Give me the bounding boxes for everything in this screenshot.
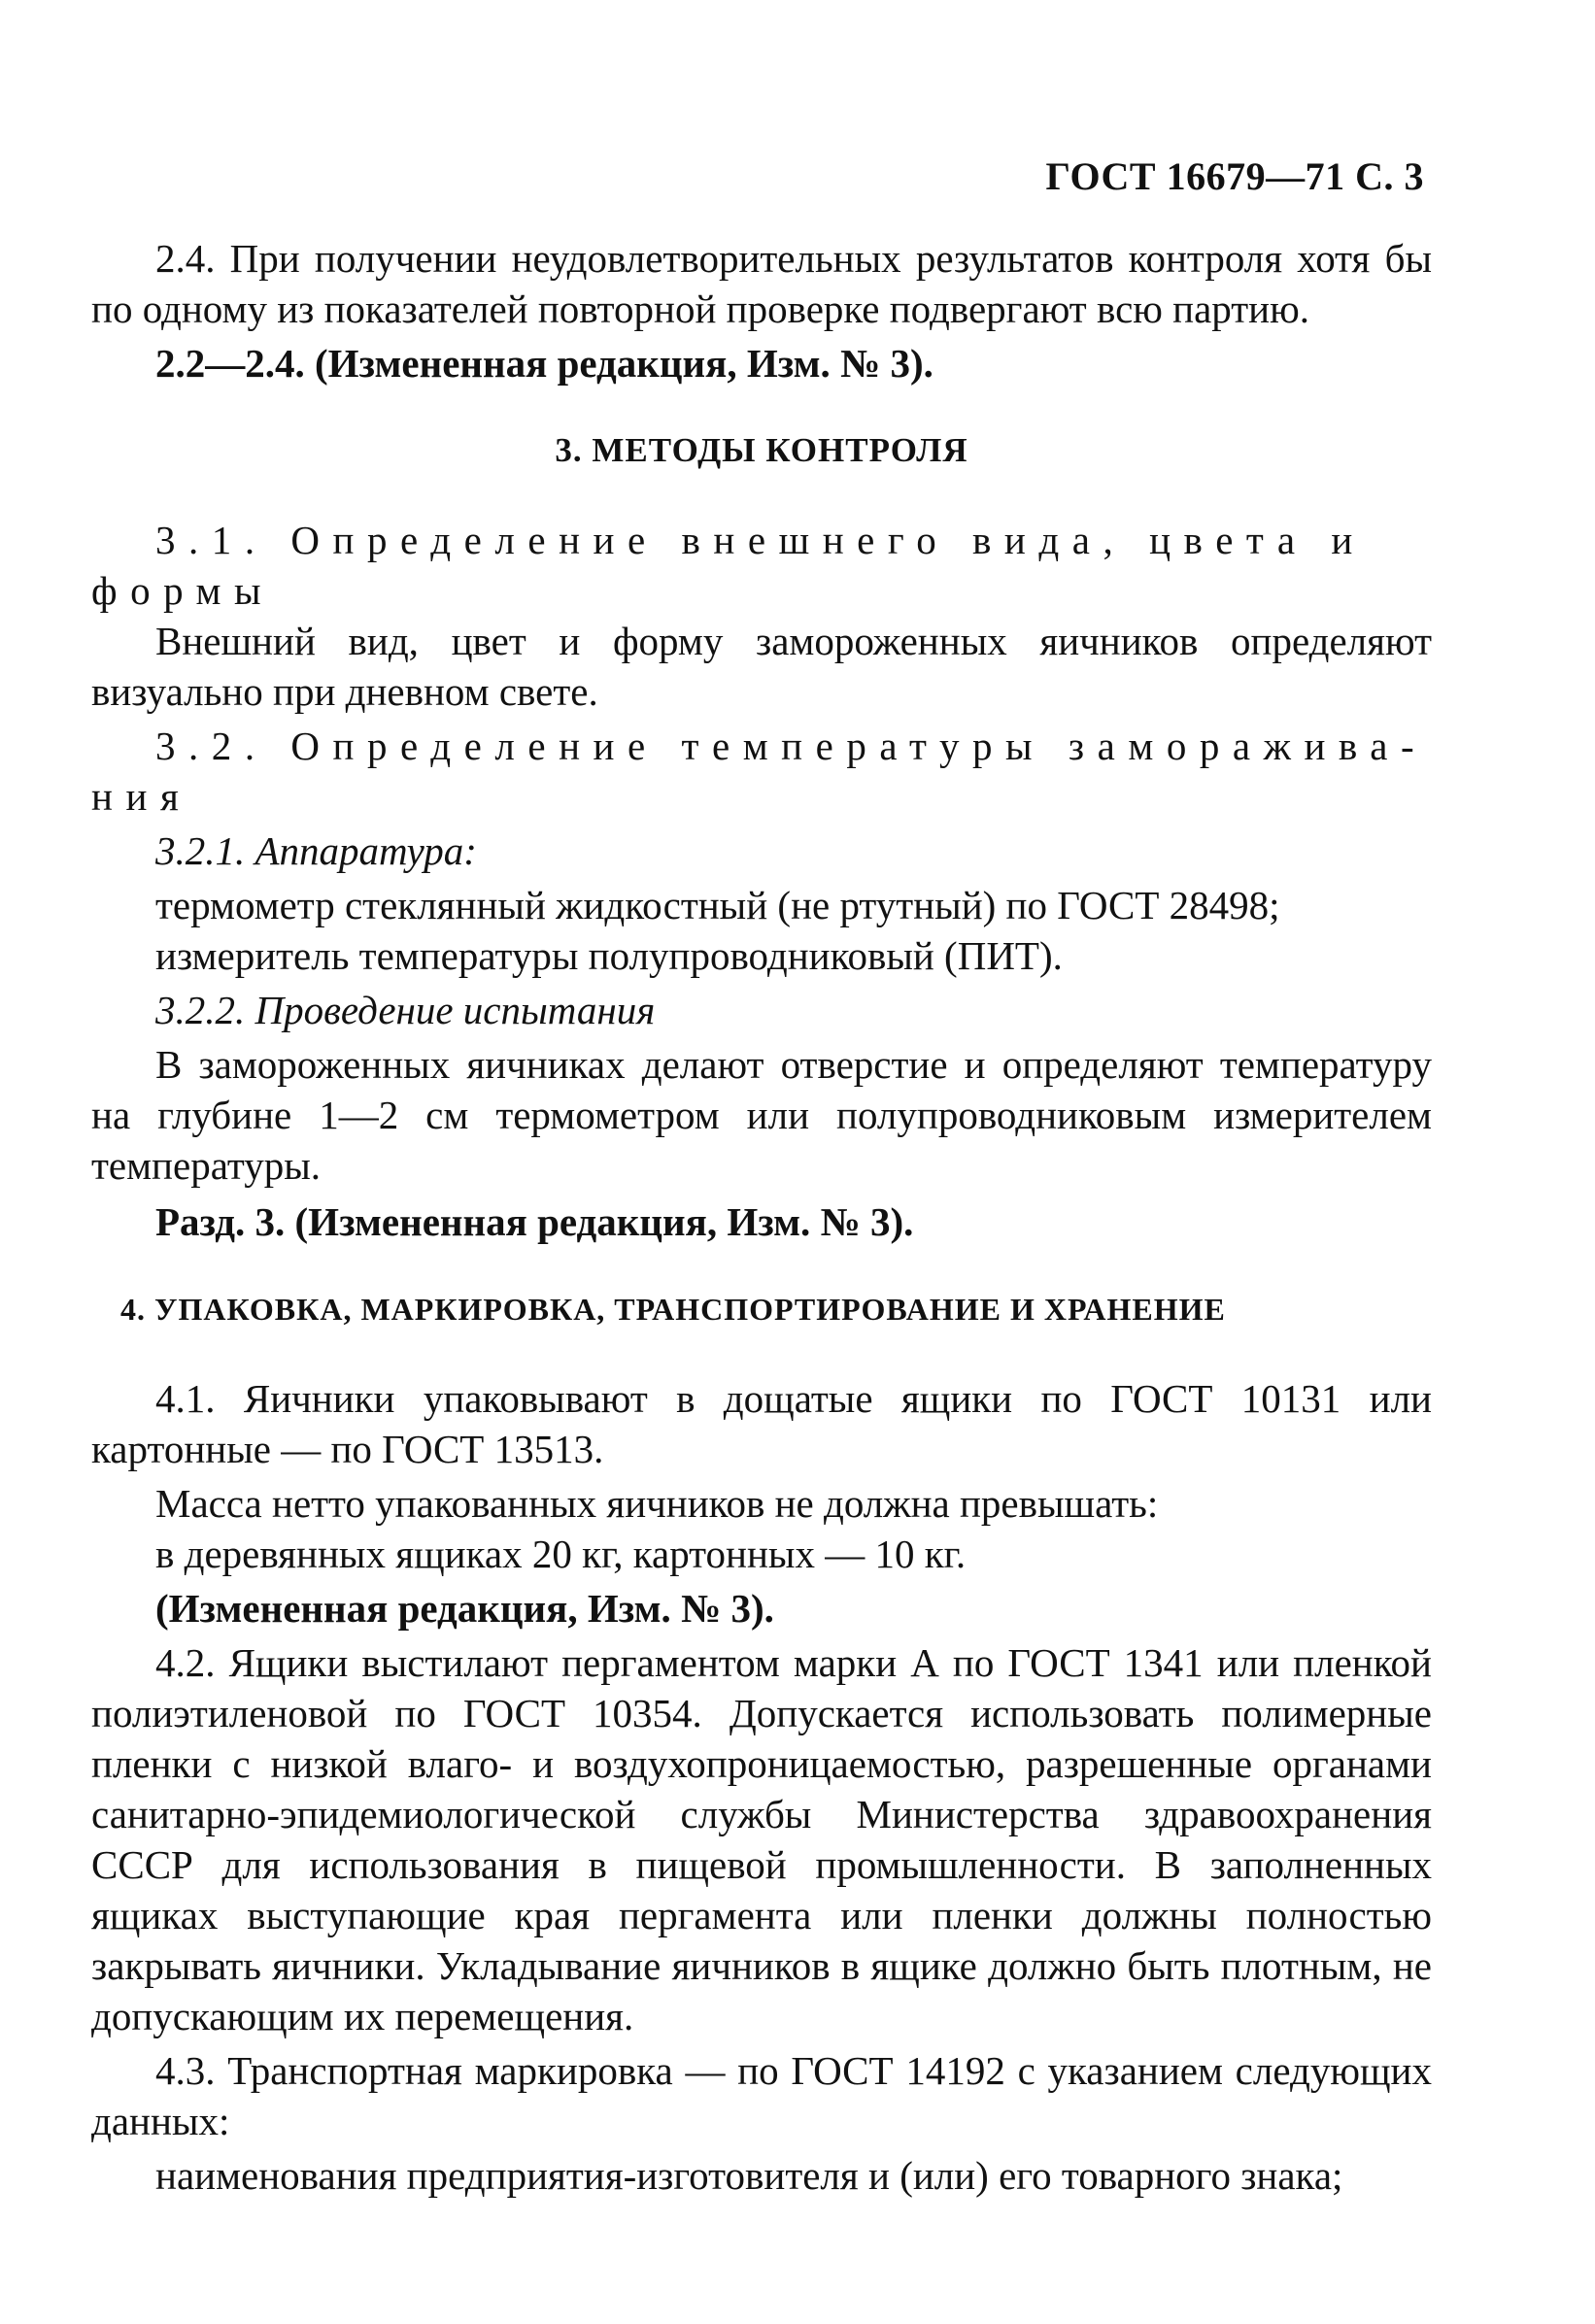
- page-header: ГОСТ 16679—71 С. 3: [1045, 154, 1424, 198]
- paragraph-mass-limits: в деревянных ящиках 20 кг, картонных — 10 кг.: [155, 1532, 967, 1576]
- subheading-3-2-1: 3.2.1. Аппаратура:: [155, 828, 477, 873]
- subheading-3-1: 3.1. Определение внешнего вида, цвета и формы: [91, 518, 1366, 613]
- paragraph-net-mass: Масса нетто упакованных яичников не должна превышать:: [155, 1481, 1159, 1526]
- section-4-heading: 4. УПАКОВКА, МАРКИРОВКА, ТРАНСПОРТИРОВАНИЕ И ХРАНЕНИЕ: [120, 1292, 1226, 1327]
- subheading-3-2: 3.2. Определение температуры заморажива-ния: [91, 724, 1428, 819]
- paragraph-2-4: 2.4. При получении неудовлетворительных результатов контроля хотя бы по одному из показателей повторной проверке подвергают всю партию.: [91, 236, 1432, 331]
- amendment-note-2: 2.2—2.4. (Измененная редакция, Изм. № 3).: [155, 341, 933, 386]
- paragraph-4-3: 4.3. Транспортная маркировка — по ГОСТ 14192 с указанием следующих данных:: [91, 2048, 1432, 2143]
- marking-item-1: наименования предприятия-изготовителя и (или) его товарного знака;: [155, 2153, 1343, 2198]
- document-body: [91, 233, 1432, 2201]
- amendment-note-3: Разд. 3. (Измененная редакция, Изм. № 3).: [155, 1199, 914, 1244]
- subheading-3-2-2: 3.2.2. Проведение испытания: [155, 988, 656, 1032]
- apparatus-item-2: измеритель температуры полупроводниковый (ПИТ).: [155, 933, 1063, 978]
- paragraph-3-2-2: В замороженных яичниках делают отверстие и определяют температуру на глубине 1—2 см термометром или полупроводниковым измерителем температуры.: [91, 1042, 1432, 1188]
- paragraph-4-2: 4.2. Ящики выстилают пергаментом марки А по ГОСТ 1341 или пленкой полиэтиленовой по ГОСТ 10354. Допускается использовать полимерные пленки с низкой влаго- и воздухопроницаемостью, разрешенные органами санитарно-эпидемиологической службы Министерства здравоохранения СССР для использования в пищевой промышленности. В заполненных ящиках выступающие края пергамента или пленки должны полностью закрывать яичники. Укладывание яичников в ящике должно быть плотным, не допускающим их перемещения.: [91, 1640, 1432, 2038]
- section-3-heading: 3. МЕТОДЫ КОНТРОЛЯ: [555, 431, 968, 469]
- paragraph-4-1: 4.1. Яичники упаковывают в дощатые ящики по ГОСТ 10131 или картонные — по ГОСТ 13513.: [91, 1376, 1432, 1471]
- amendment-note-4-1: (Измененная редакция, Изм. № 3).: [155, 1586, 774, 1631]
- apparatus-item-1: термометр стеклянный жидкостный (не ртутный) по ГОСТ 28498;: [155, 883, 1280, 927]
- paragraph-3-1: Внешний вид, цвет и форму замороженных яичников определяют визуально при дневном свете.: [91, 619, 1432, 714]
